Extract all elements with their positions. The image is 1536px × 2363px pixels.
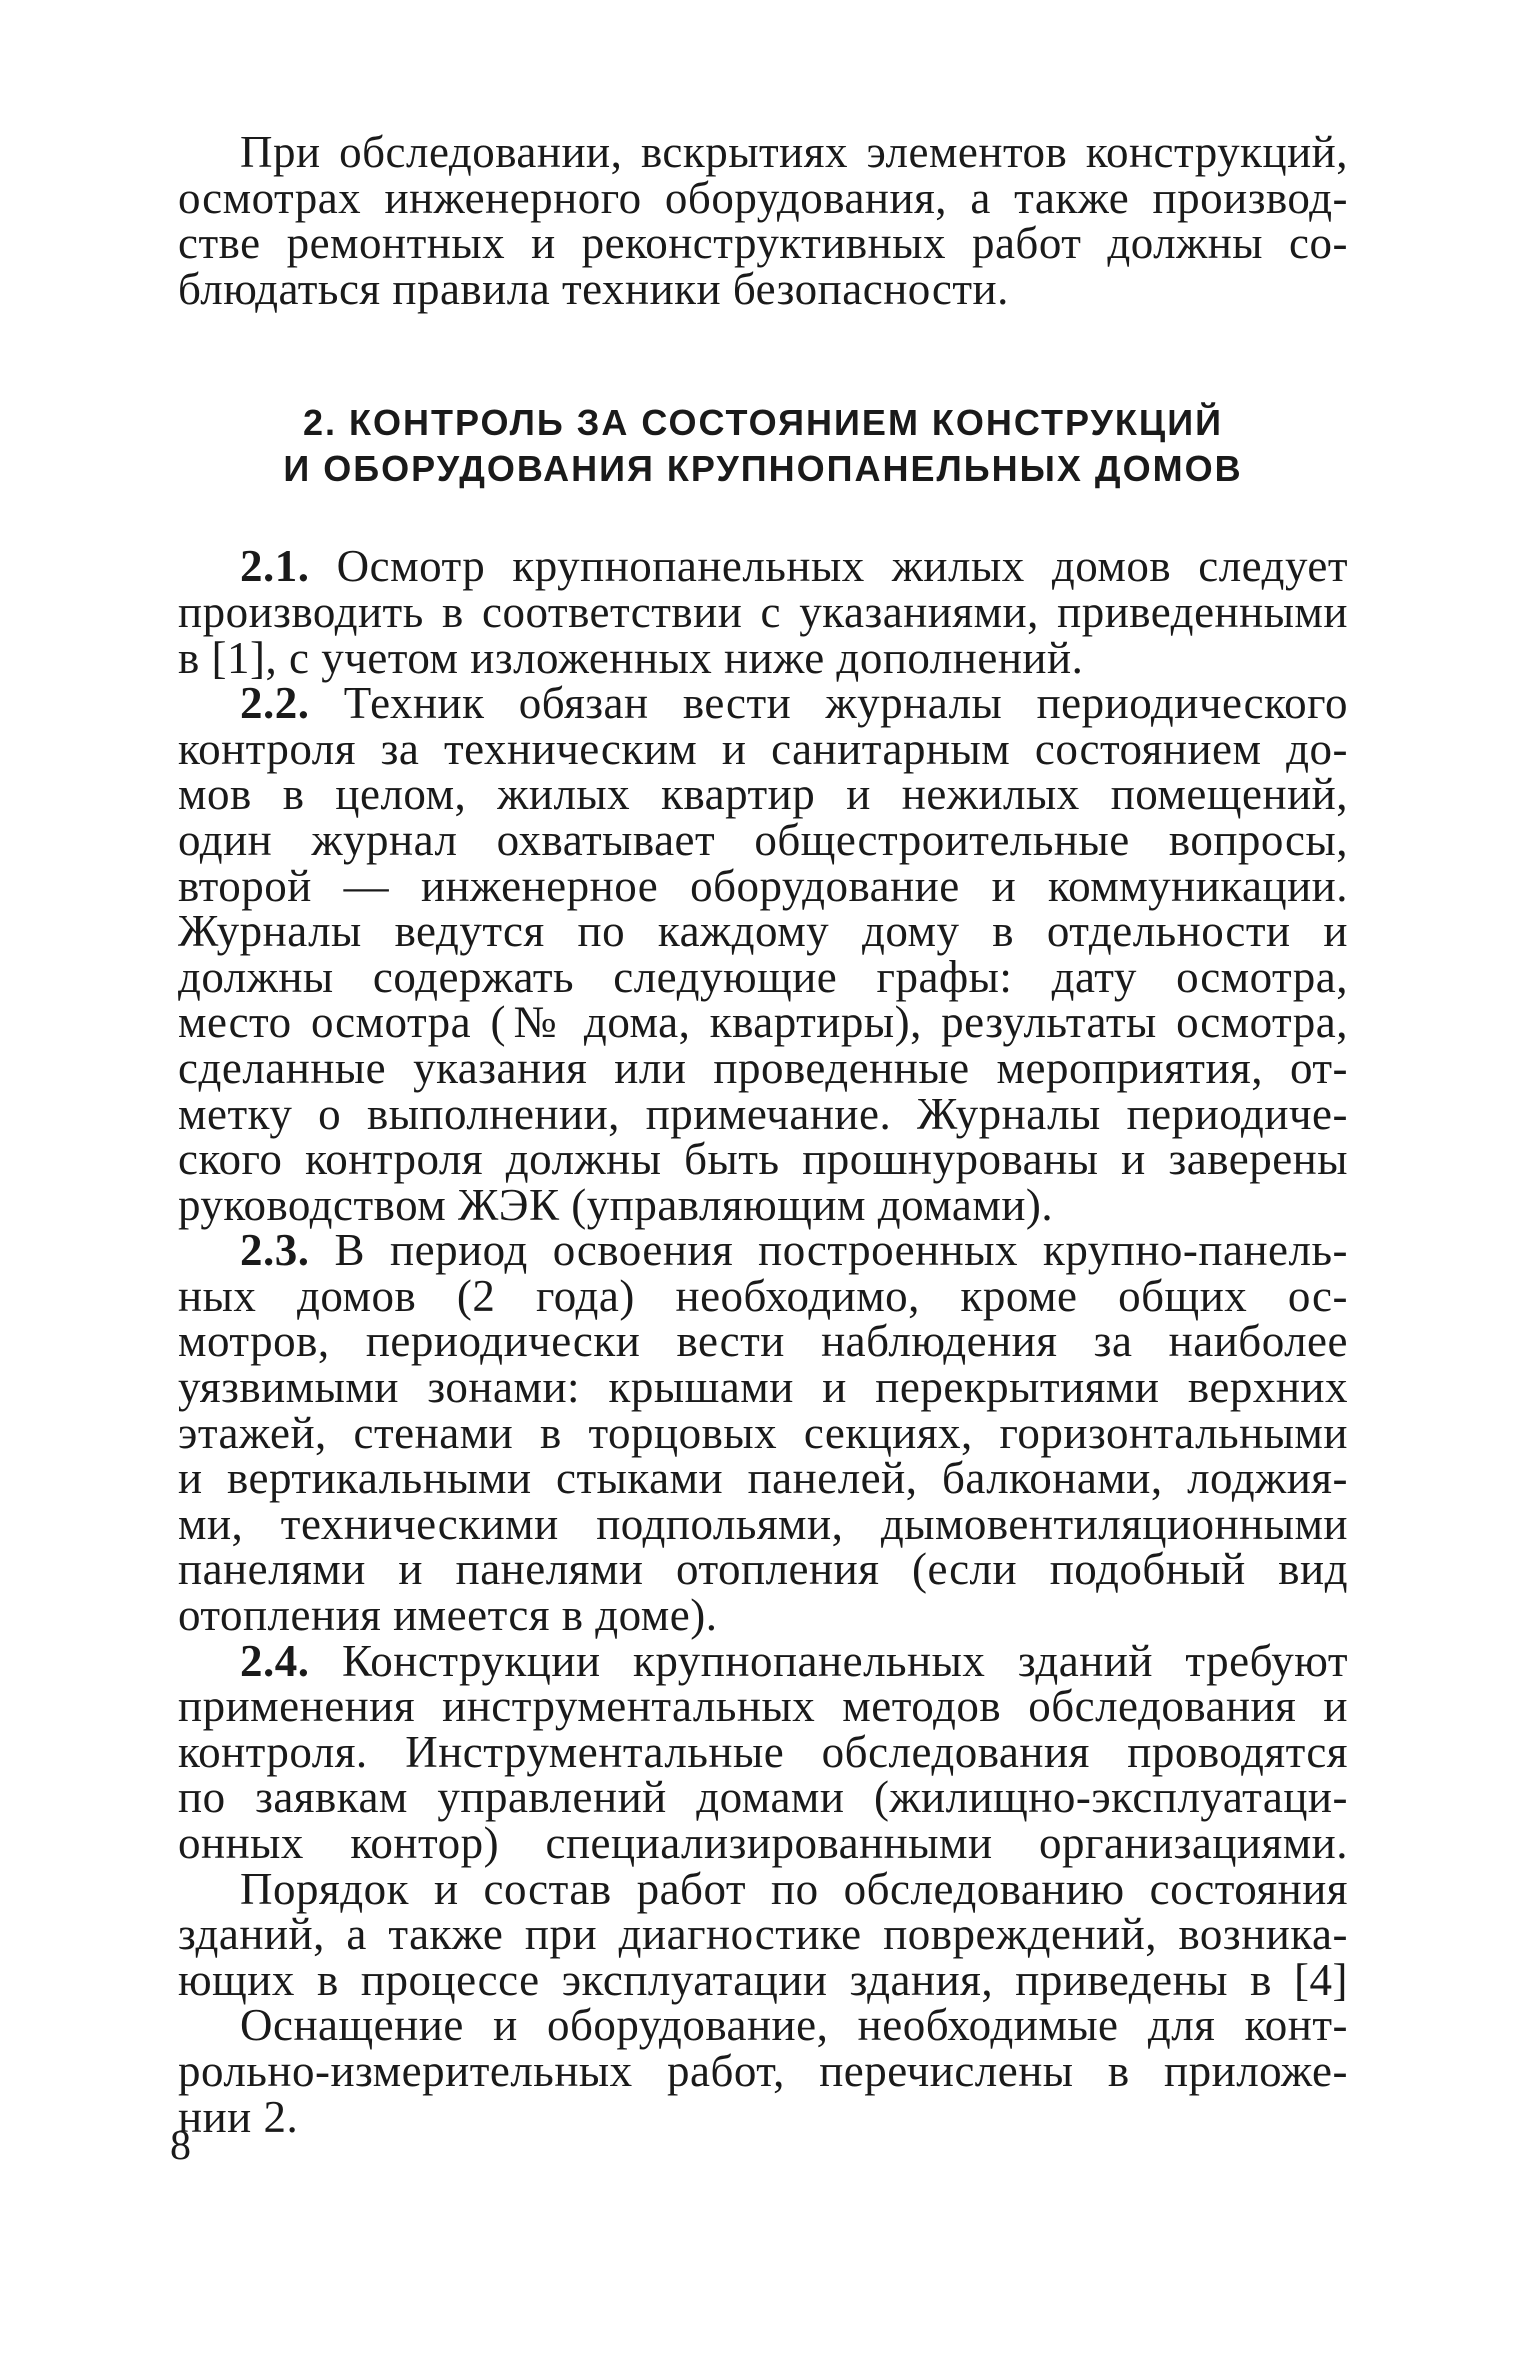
text-line: Порядок и состав работ по обследованию состояния [240,1863,1348,1914]
text-line: один журнал охватывает общестроительные вопросы, [178,814,1348,865]
text-line: осмотрах инженерного оборудования, а также производ- [178,172,1348,223]
heading-line: И ОБОРУДОВАНИЯ КРУПНОПАНЕЛЬНЫХ ДОМОВ [283,448,1243,490]
text-line: панелями и панелями отопления (если подобный вид [178,1544,1348,1595]
text-line: рольно-измерительных работ, перечислены в приложе- [178,2045,1348,2096]
text-line: При обследовании, вскрытиях элементов конструкций, [240,127,1348,177]
text-line: нии 2. [178,2091,299,2142]
text-line: уязвимыми зонами: крышами и перекрытиями верхних [178,1362,1348,1413]
text-line: онных контор) специализированными организациями. [178,1818,1348,1868]
clause-number: 2.2. [240,678,310,729]
text-line: по заявкам управлений домами (жилищно-эксплуатаци- [178,1772,1348,1823]
text-line: зданий, а также при диагностике повреждений, возника- [178,1909,1348,1960]
paragraph-2-2 [178,678,1348,1230]
clause-number: 2.1. [240,541,310,592]
text-line: должны содержать следующие графы: дату осмотра, [178,951,1348,1002]
text-line: сделанные указания или проведенные мероприятия, от- [178,1042,1348,1093]
text-line: блюдаться правила техники безопасности. [178,263,1009,314]
document-page [178,127,1348,2142]
text-line: руководством ЖЭК (управляющим домами). [178,1179,1054,1230]
paragraph-equipment [178,2000,1348,2142]
paragraph-2-1 [178,541,1348,683]
text-line: мов в целом, жилых квартир и нежилых помещений, [178,769,1348,820]
clause-number: 2.3. [240,1225,310,1276]
text-line: мотров, периодически вести наблюдения за наиболее [178,1316,1348,1367]
text-line: производить в соответствии с указаниями, приведенными [178,586,1348,637]
text-line [178,678,1348,729]
text-line: ми, техническими подпольями, дымовентиляционными [178,1498,1348,1549]
intro-paragraph [178,127,1348,314]
text-line: этажей, стенами в торцовых секциях, горизонтальными [178,1407,1348,1458]
text-line: Журналы ведутся по каждому дому в отдельности и [178,906,1348,957]
text-line [178,1225,1348,1276]
text-line: в [1], с учетом изложенных ниже дополнений. [178,632,1084,683]
text-line: и вертикальными стыками панелей, балконами, лоджия- [178,1453,1348,1504]
page-number: 8 [170,2123,191,2169]
section-heading [178,400,1348,492]
clause-text: Конструкции крупнопанельных зданий требуют [309,1635,1348,1686]
text-line [178,541,1348,592]
text-line: ющих в процессе эксплуатации здания, приведены в [4] [178,1954,1348,2005]
paragraph-order [178,1863,1348,2005]
text-line: контроля. Инструментальные обследования проводятся [178,1726,1348,1777]
clause-number: 2.4. [240,1635,310,1686]
text-line: ского контроля должны быть прошнурованы и заверены [178,1134,1348,1185]
text-line: Оснащение и оборудование, необходимые для конт- [240,2000,1348,2051]
clause-text: Осмотр крупнопанельных жилых домов следует [309,541,1348,592]
text-line: метку о выполнении, примечание. Журналы периодиче- [178,1088,1348,1139]
clause-text: Техник обязан вести журналы периодического [309,678,1348,729]
text-line: применения инструментальных методов обследования и [178,1681,1348,1732]
text-line: контроля за техническим и санитарным состоянием до- [178,723,1348,774]
text-line [178,1635,1348,1686]
clause-text: В период освоения построенных крупно-панель- [309,1225,1348,1276]
heading-line: 2. КОНТРОЛЬ ЗА СОСТОЯНИЕМ КОНСТРУКЦИЙ [303,402,1223,444]
text-line: место осмотра (№ дома, квартиры), результаты осмотра, [178,997,1348,1048]
text-line: стве ремонтных и реконструктивных работ должны со- [178,218,1348,269]
text-line: ных домов (2 года) необходимо, кроме общих ос- [178,1270,1348,1321]
text-line: второй — инженерное оборудование и коммуникации. [178,860,1348,911]
paragraph-2-4 [178,1635,1348,1868]
paragraph-2-3 [178,1225,1348,1641]
text-line: отопления имеется в доме). [178,1590,718,1641]
